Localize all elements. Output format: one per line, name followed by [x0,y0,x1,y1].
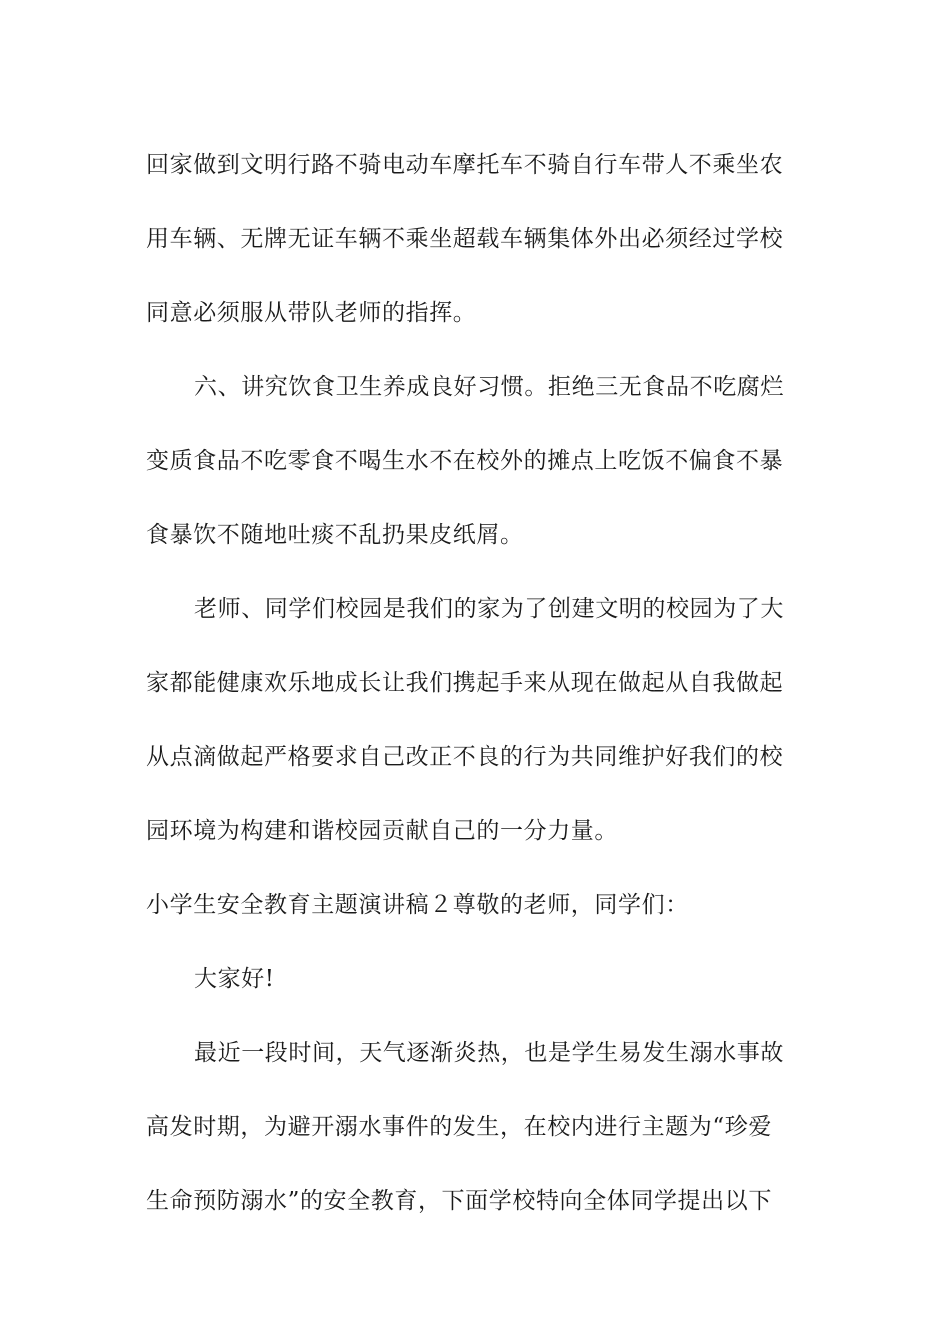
text-line: 六、讲究饮食卫生养成良好习惯。拒绝三无食品不吃腐烂 [194,374,784,400]
text-line: 从点滴做起严格要求自己改正不良的行为共同维护好我们的校 [146,744,784,770]
section-heading: 小学生安全教育主题演讲稿２尊敬的老师，同学们： [146,892,689,918]
text-line: 高发时期，为避开溺水事件的发生，在校内进行主题为“珍爱 [146,1114,772,1140]
text-line: 食暴饮不随地吐痰不乱扔果皮纸屑。 [146,522,524,548]
text-line: 变质食品不吃零食不喝生水不在校外的摊点上吃饭不偏食不暴 [146,448,784,474]
text-line: 园环境为构建和谐校园贡献自己的一分力量。 [146,818,618,844]
text-line: 生命预防溺水”的安全教育，下面学校特向全体同学提出以下 [146,1188,772,1214]
document-body [146,128,826,1238]
text-line: 同意必须服从带队老师的指挥。 [146,300,477,326]
text-line: 老师、同学们校园是我们的家为了创建文明的校园为了大 [194,596,784,622]
text-line: 家都能健康欢乐地成长让我们携起手来从现在做起从自我做起 [146,670,784,696]
text-line: 用车辆、无牌无证车辆不乘坐超载车辆集体外出必须经过学校 [146,226,784,252]
text-line: 回家做到文明行路不骑电动车摩托车不骑自行车带人不乘坐农 [146,152,784,178]
text-line: 最近一段时间，天气逐渐炎热，也是学生易发生溺水事故 [194,1040,784,1066]
text-line: 大家好! [194,966,275,992]
